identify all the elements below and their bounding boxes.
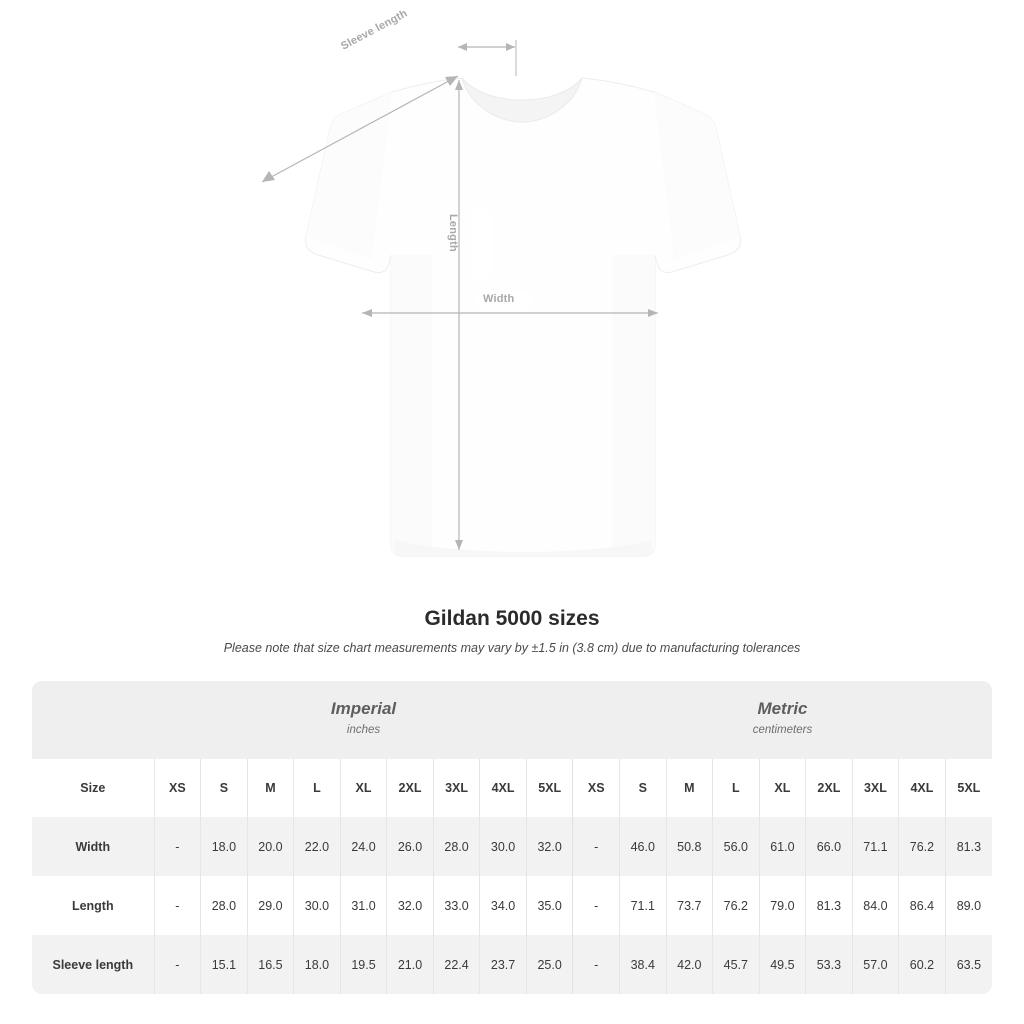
width-dimension-label: Width <box>483 293 515 305</box>
sleeve-metric-s: 38.4 <box>620 935 667 994</box>
length-imperial-4xl: 34.0 <box>480 876 527 935</box>
sleeve-imperial-4xl: 23.7 <box>480 935 527 994</box>
size-header-metric-xl: XL <box>759 759 806 817</box>
size-label-cell: Size <box>32 759 154 817</box>
width-metric-s: 46.0 <box>620 817 667 876</box>
system-header-metric <box>573 681 992 759</box>
size-chart-table-wrap <box>32 681 992 994</box>
row-label-width: Width <box>32 817 154 876</box>
width-metric-m: 50.8 <box>666 817 713 876</box>
size-header-metric-s: S <box>620 759 667 817</box>
sleeve-imperial-xs: - <box>154 935 201 994</box>
sleeve-metric-3xl: 57.0 <box>852 935 899 994</box>
width-imperial-s: 18.0 <box>201 817 248 876</box>
length-metric-2xl: 81.3 <box>806 876 853 935</box>
sleeve-imperial-3xl: 22.4 <box>433 935 480 994</box>
system-header-spacer <box>32 681 154 759</box>
length-imperial-3xl: 33.0 <box>433 876 480 935</box>
length-metric-m: 73.7 <box>666 876 713 935</box>
sleeve-imperial-s: 15.1 <box>201 935 248 994</box>
tshirt-shape <box>306 78 741 556</box>
width-imperial-5xl: 32.0 <box>526 817 573 876</box>
row-label-length: Length <box>32 876 154 935</box>
size-header-imperial-2xl: 2XL <box>387 759 434 817</box>
size-header-metric-2xl: 2XL <box>806 759 853 817</box>
width-imperial-m: 20.0 <box>247 817 294 876</box>
length-metric-xs: - <box>573 876 620 935</box>
width-imperial-3xl: 28.0 <box>433 817 480 876</box>
width-imperial-xl: 24.0 <box>340 817 387 876</box>
size-header-metric-5xl: 5XL <box>945 759 992 817</box>
size-header-imperial-3xl: 3XL <box>433 759 480 817</box>
system-header-row <box>32 681 992 759</box>
length-imperial-s: 28.0 <box>201 876 248 935</box>
sleeve-length-dimension-label: Sleeve length <box>339 7 410 53</box>
sleeve-imperial-xl: 19.5 <box>340 935 387 994</box>
page-title: Gildan 5000 sizes <box>424 607 600 630</box>
sleeve-metric-5xl: 63.5 <box>945 935 992 994</box>
system-header-imperial <box>154 681 573 759</box>
sleeve-imperial-5xl: 25.0 <box>526 935 573 994</box>
width-imperial-2xl: 26.0 <box>387 817 434 876</box>
sleeve-imperial-m: 16.5 <box>247 935 294 994</box>
sleeve-metric-4xl: 60.2 <box>899 935 946 994</box>
size-header-metric-l: L <box>713 759 760 817</box>
length-imperial-2xl: 32.0 <box>387 876 434 935</box>
sleeve-imperial-l: 18.0 <box>294 935 341 994</box>
system-unit-metric: centimeters <box>752 723 813 736</box>
table-row-sleeve-length <box>32 935 992 994</box>
width-metric-l: 56.0 <box>713 817 760 876</box>
length-metric-5xl: 89.0 <box>945 876 992 935</box>
length-imperial-xs: - <box>154 876 201 935</box>
tolerance-note: Please note that size chart measurements may vary by ±1.5 in (3.8 cm) due to manufacturing tolerances <box>223 641 801 655</box>
length-imperial-5xl: 35.0 <box>526 876 573 935</box>
sleeve-metric-xs: - <box>573 935 620 994</box>
size-header-imperial-4xl: 4XL <box>480 759 527 817</box>
size-header-metric-xs: XS <box>573 759 620 817</box>
sleeve-imperial-2xl: 21.0 <box>387 935 434 994</box>
table-row-width <box>32 817 992 876</box>
width-metric-5xl: 81.3 <box>945 817 992 876</box>
length-metric-xl: 79.0 <box>759 876 806 935</box>
sleeve-metric-m: 42.0 <box>666 935 713 994</box>
sleeve-metric-2xl: 53.3 <box>806 935 853 994</box>
width-metric-xs: - <box>573 817 620 876</box>
width-metric-4xl: 76.2 <box>899 817 946 876</box>
length-metric-4xl: 86.4 <box>899 876 946 935</box>
size-header-imperial-s: S <box>201 759 248 817</box>
size-header-imperial-xs: XS <box>154 759 201 817</box>
size-header-imperial-l: L <box>294 759 341 817</box>
size-chart-table <box>32 681 992 994</box>
width-imperial-4xl: 30.0 <box>480 817 527 876</box>
row-label-sleeve-length: Sleeve length <box>32 935 154 994</box>
system-unit-imperial: inches <box>346 723 381 736</box>
width-metric-xl: 61.0 <box>759 817 806 876</box>
length-imperial-xl: 31.0 <box>340 876 387 935</box>
length-dimension-label: Length <box>447 214 459 252</box>
system-name-metric: Metric <box>757 699 808 719</box>
size-header-metric-3xl: 3XL <box>852 759 899 817</box>
size-header-imperial-m: M <box>247 759 294 817</box>
width-imperial-l: 22.0 <box>294 817 341 876</box>
width-imperial-xs: - <box>154 817 201 876</box>
length-metric-s: 71.1 <box>620 876 667 935</box>
sleeve-metric-xl: 49.5 <box>759 935 806 994</box>
length-imperial-l: 30.0 <box>294 876 341 935</box>
size-header-metric-m: M <box>666 759 713 817</box>
size-header-metric-4xl: 4XL <box>899 759 946 817</box>
system-name-imperial: Imperial <box>330 699 397 719</box>
table-row-length <box>32 876 992 935</box>
length-imperial-m: 29.0 <box>247 876 294 935</box>
width-metric-2xl: 66.0 <box>806 817 853 876</box>
width-metric-3xl: 71.1 <box>852 817 899 876</box>
size-header-row <box>32 759 992 817</box>
length-metric-l: 76.2 <box>713 876 760 935</box>
size-header-imperial-5xl: 5XL <box>526 759 573 817</box>
length-metric-3xl: 84.0 <box>852 876 899 935</box>
size-header-imperial-xl: XL <box>340 759 387 817</box>
sleeve-metric-l: 45.7 <box>713 935 760 994</box>
